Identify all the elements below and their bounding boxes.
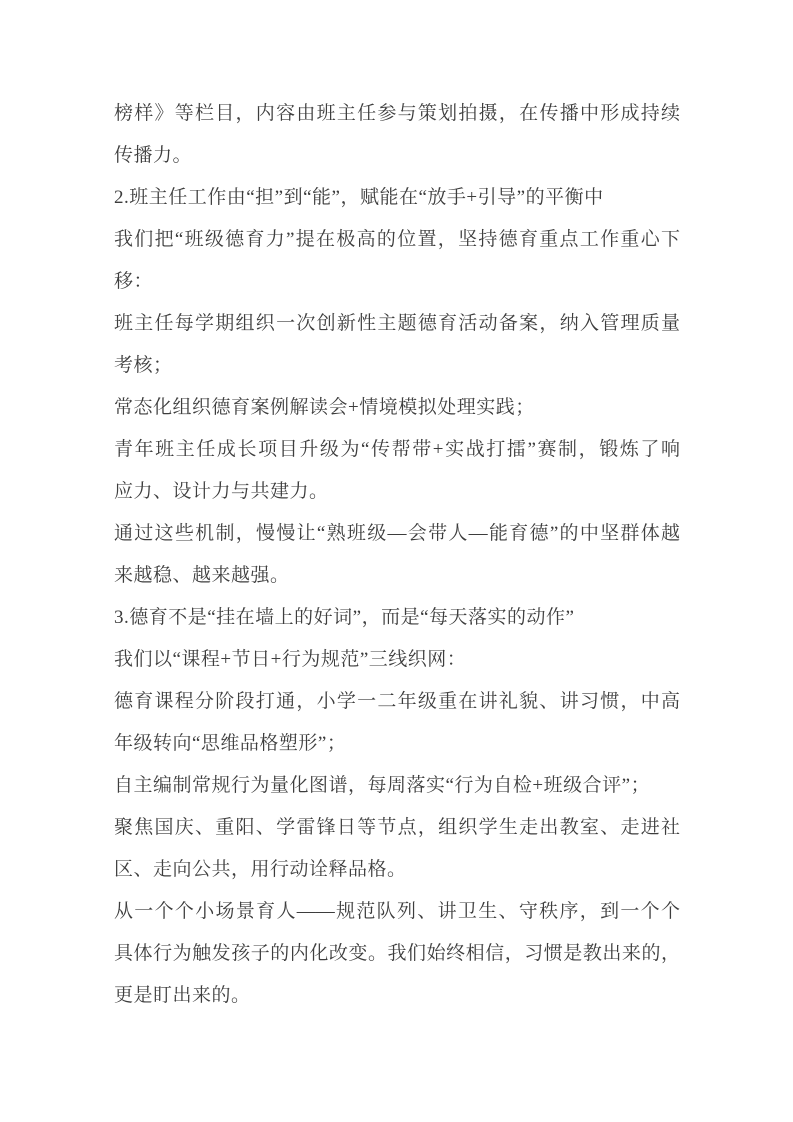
text-line: 区、走向公共，用行动诠释品格。: [114, 859, 407, 880]
text-line: 从一个个小场景育人——规范队列、讲卫生、守秩序，到一个个: [114, 901, 680, 922]
text-line: 德育课程分阶段打通，小学一二年级重在讲礼貌、讲习惯，中高: [114, 691, 680, 712]
text-line: 我们以“课程+节日+行为规范”三线织网：: [114, 649, 467, 670]
text-line: 通过这些机制，慢慢让“熟班级—会带人—能育德”的中坚群体越: [114, 523, 680, 544]
text-line: 青年班主任成长项目升级为“传帮带+实战打擂”赛制，锻炼了响: [114, 439, 680, 460]
text-line: 我们把“班级德育力”提在极高的位置，坚持德育重点工作重心下: [114, 229, 680, 250]
text-line: 2.班主任工作由“担”到“能”，赋能在“放手+引导”的平衡中: [114, 187, 604, 208]
text-line: 聚焦国庆、重阳、学雷锋日等节点，组织学生走出教室、走进社: [114, 817, 680, 838]
text-line: 自主编制常规行为量化图谱，每周落实“行为自检+班级合评”；: [114, 775, 651, 796]
text-line: 传播力。: [114, 145, 193, 166]
text-line: 年级转向“思维品格塑形”；: [114, 733, 347, 754]
text-line: 3.德育不是“挂在墙上的好词”，而是“每天落实的动作”: [114, 607, 575, 628]
text-line: 更是盯出来的。: [114, 985, 251, 1006]
text-line: 榜样》等栏目，内容由班主任参与策划拍摄，在传播中形成持续: [114, 103, 680, 124]
text-line: 常态化组织德育案例解读会+情境模拟处理实践；: [114, 397, 535, 418]
text-line: 考核；: [114, 355, 173, 376]
text-line: 来越稳、越来越强。: [114, 565, 290, 586]
text-line: 具体行为触发孩子的内化改变。我们始终相信，习惯是教出来的，: [114, 943, 680, 964]
text-line: 应力、设计力与共建力。: [114, 481, 329, 502]
document-body: [114, 93, 680, 1017]
text-line: 班主任每学期组织一次创新性主题德育活动备案，纳入管理质量: [114, 313, 680, 334]
text-line: 移：: [114, 271, 154, 292]
